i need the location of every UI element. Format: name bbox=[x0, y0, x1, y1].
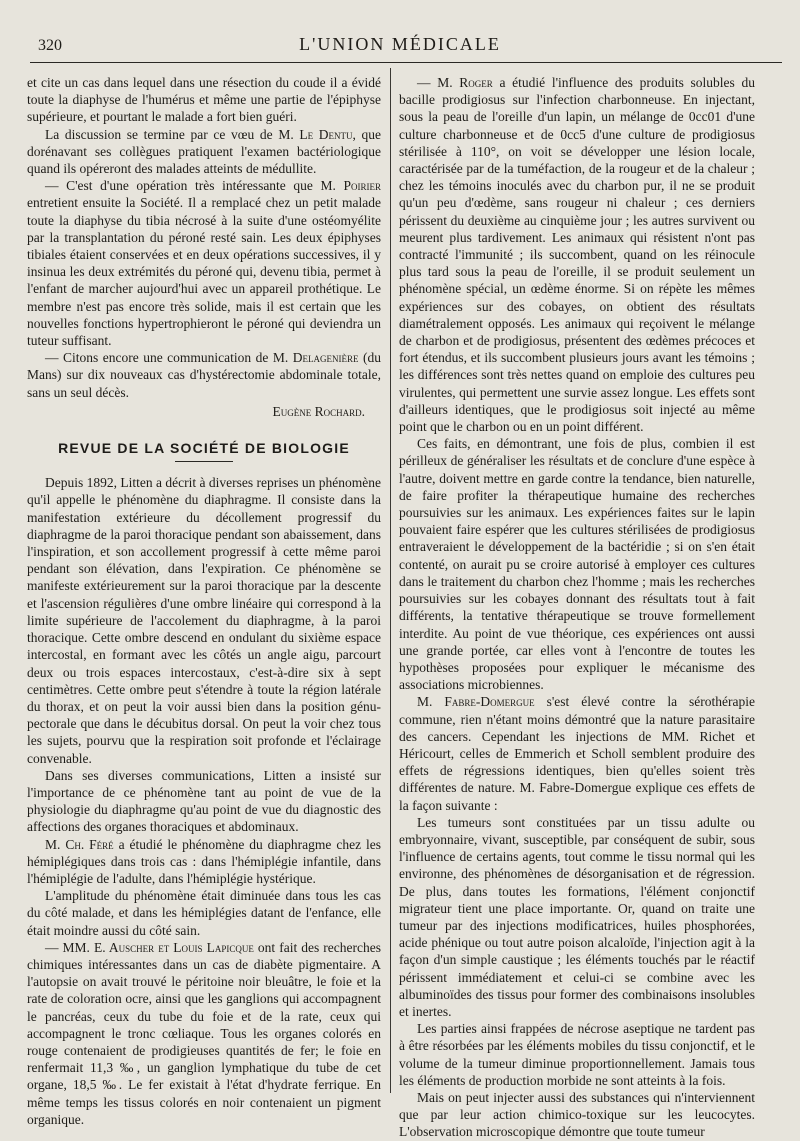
paragraph: Depuis 1892, Litten a décrit à diverses reprises un phénomène qu'il appelle le phénomène du diaphragme. Il consiste dans la manifestation extérieure du décollement progressif du diaphragme de la paroi thoracique pendant son abaissement, dans l'inspiration, et son accollement progressif à cette même paroi pendant son élévation, dans l'expiration. Ce phénomène se manifeste extérieurement sur la paroi thoracique par la descente et l'ascension régulières d'une ombre linéaire qui correspond à la limite supérieure de l'accolement du diaphragme, à la paroi thoracique. Cette ombre descend en ondulant du sixième espace intercostal, en formant avec les côtés un angle aigu, parcourt deux ou trois espaces intercostaux, c'est-à-dire six à sept centimètres. Cette ombre peut s'étendre à toute la région latérale du thorax, et on peut la voir aussi bien dans la position génu-pectorale que dans le décubitus dorsal. On peut la voir chez tous les sujets, pourvu que la respiration soit profonde et l'éclairage convenable. bbox=[27, 475, 381, 766]
text-run: M. bbox=[417, 694, 445, 710]
article-signature: Eugène Rochard. bbox=[272, 403, 365, 419]
paragraph: Les parties ainsi frappées de nécrose aseptique ne tardent pas à être résorbées par les éléments mobiles du tissu conjonctif, et le volume de la tumeur diminue proportionnellement. Jamais tous les éléments de production morbide ne sont atteints à la fois. bbox=[399, 1021, 755, 1088]
paragraph bbox=[27, 177, 381, 349]
paragraph: Ces faits, en démontrant, une fois de plus, combien il est périlleux de généraliser les résultats et de conclure d'une espèce à l'autre, doivent mettre en garde contre la tendance, bien naturelle, de faire profiter la thérapeutique humaine des recherches poursuivies sur les animaux. Les expériences faites sur le lapin pouvaient faire espérer que les cultures stérilisées de prodigiosus entraveraient le développement de la bactéridie ; si on s'en était contenté, on aurait pu se croire autorisé à employer ces cultures dans le traitement du charbon chez l'homme ; mais les recherches poursuivies sur les cobayes donnant des résultats tout à fait différents, la tentative thérapeutique se trouve formellement interdite. Au point de vue théorique, ces expériences ont aussi une grande portée, car elles vont à l'encontre de toutes les hypothèses proposées pour expliquer le mécanisme des associations microbiennes. bbox=[399, 436, 755, 693]
running-head: L'UNION MÉDICALE bbox=[299, 34, 501, 54]
paragraph bbox=[27, 349, 381, 401]
paragraph: Mais on peut injecter aussi des substances qui n'interviennent que par leur action chimico-toxique sur les leucocytes. L'observation microscopique démontre que toute tumeur bbox=[399, 1089, 755, 1140]
paragraph: Les tumeurs sont constituées par un tissu adulte ou embryonnaire, vivant, susceptible, par conséquent de subir, sous l'influence de certains agents, tout comme le tissu normal qui les environne, des phénomènes de désorganisation et de régression. De plus, dans toutes les formations, l'élément conjonctif migrateur tient une place importante. Or, quand on traite une tumeur par des injections modificatrices, huiles phosphorées, acide phénique ou tout autre poison alcaloïde, l'injection agit à la façon d'un simple caustique ; les éléments touchés par le réactif périssent immédiatement et celui-ci se combine avec les albuminoïdes des tissus pour former des combinaisons insolubles et inertes. bbox=[399, 814, 755, 1019]
text-run: M. bbox=[45, 836, 66, 852]
author-name: E. Auscher et Louis Lapicque bbox=[94, 939, 254, 955]
author-name: Ch. Féré bbox=[65, 836, 114, 852]
paragraph bbox=[27, 126, 381, 178]
author-name: Le Dentu bbox=[299, 126, 353, 142]
page-header bbox=[0, 0, 800, 62]
left-column bbox=[27, 74, 382, 1127]
section-title: REVUE DE LA SOCIÉTÉ DE BIOLOGIE bbox=[58, 440, 350, 457]
paragraph bbox=[399, 693, 755, 813]
paragraph bbox=[399, 74, 755, 435]
author-name: Fabre-Domergue bbox=[444, 694, 535, 710]
author-name: Delagenière bbox=[292, 350, 359, 366]
paragraph bbox=[27, 836, 381, 888]
text-run: ont fait des recherches chimiques intéressantes dans un cas de diabète pigmentaire. A l'autopsie on avait trouvé le péritoine noir bleuâtre, le foie et la rate de coloration ocre, ainsi que les ganglions qui accompagnent le pancréas, ceux du tube du foie et de la rate, ceux qui accompagnent le tronc cœliaque. Tous les organes colorés en rouge contenaient de prodigieuses quantités de fer; le foie en renfermait 11,3 ‰, un ganglion lymphatique du tube de cet organe, 18,5 ‰. Le fer existait à l'état d'hydrate ferrique. En même temps les tissus colorés en noir contenaient un pigment organique. bbox=[27, 939, 381, 1127]
text-run: s'est élevé contre la sérothérapie commune, rien n'étant moins démontré que la nature parasitaire des cancers. Cependant les injections de MM. Richet et Héricourt, celles de Emmerich et Scholl semblent produire des effets de régressions identiques, bien qu'elles soient très différentes de nature. M. Fabre-Domergue explique ces effets de la façon suivante : bbox=[399, 694, 755, 813]
text-run: entretient ensuite la Société. Il a remplacé chez un petit malade toute la diaphyse du tibia nécrosé à la suite d'une ostéomyélite par la transplantation du péroné resté sain. Les deux épiphyses tibiales étaient conservées et en deux opérations successives, il y insinua les deux extrémités du péroné qui, devenu tibia, permet à l'enfant de marcher aujourd'hui avec un appareil prothétique. Le membre n'est pas encore très solide, mais il est certain que les nouvelles fonctions hypertrophieront le péroné qui deviendra un tuteur suffisant. bbox=[27, 195, 381, 349]
right-column bbox=[399, 74, 755, 1140]
text-run: a étudié le phénomène du diaphragme chez les hémiplégiques dans trois cas : dans l'hémiplégie infantile, dans l'hémiplégie de l'adulte, dans l'hémiplégie hystérique. bbox=[27, 836, 381, 886]
paragraph: Dans ses diverses communications, Litten a insisté sur l'importance de ce phénomène tant au point de vue de la physiologie du diaphragme qu'au point de vue du diagnostic des affections des organes thoraciques et abdominaux. bbox=[27, 767, 381, 835]
text-run: a étudié l'influence des produits solubles du bacille prodigiosus sur l'infection charbonneuse. En injectant, sous la peau de l'oreille d'un lapin, un mélange de 0cc01 d'une culture charbonneuse et de 0cc5 d'une culture de prodigiosus stérilisée à 110°, on voit se développer une lésion locale, caractérisée par de la tuméfaction, de la rougeur et de la chaleur ; chez les témoins inoculés avec du charbon pur, il ne se produit qu'un peu d'œdème, sans rougeur ni chaleur ; ces derniers périssent du deuxième au cinquième jour ; les autres survivent ou meurent plus tardivement. Les animaux qui résistent n'ont pas contracté l'immunité ; ils succombent, quand on les réinocule plus tard sous la peau de l'oreille, il se produit seulement un phénomène spécial, un œdème énorme. Si on répète les mêmes expériences sur des cobayes, on obtient des résultats diamétralement opposés. Les animaux qui reçoivent le mélange de charbon et de prodigiosus, présentent des œdèmes précoces et fort étendus, et ils succombent plusieurs jours avant les témoins ; les différences sont très nettes quand on emploie des cultures peu virulentes, qui permettent une survie assez longue. Les effets sont d'ailleurs identiques, que le prodigiosus soit injecté au même point que le charbon ou en un point différent. bbox=[399, 75, 755, 435]
author-name: Poirier bbox=[343, 178, 381, 194]
text-run: , que dorénavant ses collègues pratiquent l'examen bactériologique quand ils opéreront des malades atteints de médullite. bbox=[27, 126, 381, 177]
section-rule bbox=[175, 461, 233, 462]
text-run: — M. bbox=[417, 75, 460, 90]
column-divider bbox=[390, 68, 391, 1093]
header-rule bbox=[30, 62, 782, 63]
paragraph: et cite un cas dans lequel dans une résection du coude il a évidé toute la diaphyse de l'humérus et même une partie de l'épiphyse supérieure, et pourtant le malade a fort bien guéri. bbox=[27, 75, 381, 125]
paragraph: L'amplitude du phénomène était diminuée dans tous les cas du côté malade, et dans les hémiplégies datant de l'enfance, elle était moindre aussi du côté sain. bbox=[27, 888, 381, 938]
page-number: 320 bbox=[38, 37, 62, 54]
text-run: (du Mans) sur dix nouveaux cas d'hystérectomie abdominale totale, sans un seul décès. bbox=[27, 350, 382, 400]
text-run: — Citons encore une communication de M. bbox=[45, 350, 293, 366]
paragraph bbox=[27, 939, 381, 1128]
text-run: — C'est d'une opération très intéressante que M. bbox=[45, 178, 344, 194]
author-name: Roger bbox=[459, 75, 493, 90]
text-run: La discussion se termine par ce vœu de M. bbox=[45, 126, 300, 142]
text-run: — MM. bbox=[45, 939, 94, 955]
